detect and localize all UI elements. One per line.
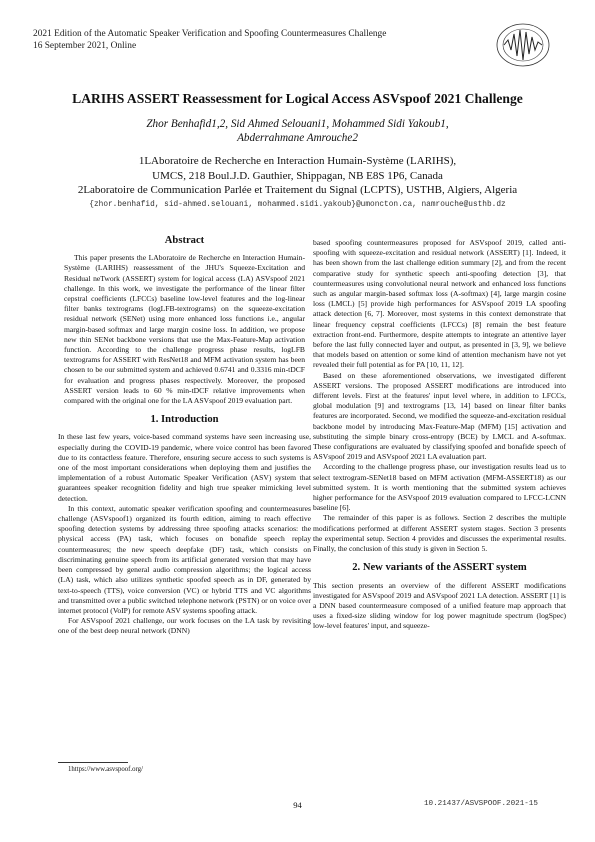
doi[interactable]: 10.21437/ASVSPOOF.2021-15 xyxy=(424,800,538,808)
section-2-paragraph-1: This section presents an overview of the different ASSERT modifications investigated for ASVspoof 2019 and ASVspoof 2021 LA detection. ASSERT [1] is a DNN based countermeasure composed of a unified feature map approach that uses a fixed-size sliding window for log power magnitude spectrum (logSpec) low-level features' input, and squeeze- xyxy=(313,580,566,631)
conference-name: 2021 Edition of the Automatic Speaker Verification and Spoofing Countermeasures Challenge xyxy=(33,29,387,39)
footnote xyxy=(58,762,311,773)
intro-paragraph-3: For ASVspoof 2021 challenge, our work focuses on the LA task by revisiting one of the best deep neural network (DNN) xyxy=(58,616,311,636)
intro-paragraph-1: In these last few years, voice-based command systems have seen increasing use, especially during the COVID-19 pandemic, where voice control has been favored due to its contactless feature. Therefore, ensuring secure access to such systems is one of the most important considerations when deploying them and justifies the implementation of a robust Automatic Speaker Verification (ASV) system that guarantees speaker recognition fidelity and high true speaker mimicking level detection. xyxy=(58,432,311,503)
page-number: 94 xyxy=(293,800,302,810)
author-list xyxy=(0,117,595,145)
authors-line-1: Zhor Benhafid1,2, Sid Ahmed Selouani1, Mohammed Sidi Yakoub1, xyxy=(146,118,449,130)
affiliations xyxy=(0,154,595,198)
abstract-text: This paper presents the LAboratoire de Recherche en Interaction Humain-Système (LARIHS) reassessment of the JHU's Squeeze-Excitation and Residual neTwork (ASSERT) system for logical access (LA) ASVspoof 2021 challenge. In this work, we investigate the performance of the linear filter cepstral coefficients (LFCCs) baseline low-level features and the log-linear filter banks textrograms (logLFB-textrograms) on the squeeze-excitation residual network (SENet) using more enhanced loss functions i.e., angular margin-based softmax and large margin cosine loss. In addition, we propose new thin SENet backbone versions that use the Max-Feature-Map activation function. According to the challenge progress phase results, logLFB textrograms for ASSERT with ResNet18 and MFM activation system has been chosen to be our submitted system and achieved 0.6741 and 0.3316 min-tDCF for evaluation and progress phases respectively. Moreover, the proposed ASSERT version leads to 60 % min-tDCF relative improvements when compared with the original one for the LA ASVspoof 2019 evaluation part. xyxy=(64,253,305,406)
intro-paragraph-6: According to the challenge progress phase, our investigation results lead us to select textrogram-SENet18 based on MFM activation (MFM-ASSERT18) as our submitted system. It is worth mentioning that the submitted system achieves higher performance for the ASVspoof 2019 evaluation compared to LFCC-LCNN baseline [6]. xyxy=(313,462,566,513)
asvspoof-logo-icon xyxy=(494,20,552,70)
abstract-heading: Abstract xyxy=(164,235,205,246)
right-column xyxy=(313,238,566,632)
intro-paragraph-4: based spoofing countermeasures proposed for ASVspoof 2019, called anti-spoofing with squeeze-excitation and residual network (ASSERT) [1]. Indeed, it has been shown from the last challenge edition summary [2], and from the recent comparative study for synthetic speech anti-spoofing detection [3], that countermeasures using convolutional neural network and enhanced loss functions such as angular margin-based softmax loss (A-softmax) [4], large margin cosine loss (LMCL) [5] provide high performances for ASVspoof 2019 LA spoofing attack detection [6, 7]. Moreover, most systems in this context demonstrate that linear frequency cepstral coefficients (LFCCs) [8] remain the best feature extraction front-end. Furthermore, despite attempts to integrate an attentive layer before the last fully connected layer and output, as presented in [3, 9], we believe that models based on attention or some kind of attention mechanism have not yet revealed their full potential as for PA [10, 11, 12]. xyxy=(313,238,566,370)
intro-paragraph-5: Based on these aforementioned observations, we investigated different ASSERT versions. The proposed ASSERT modifications are introduced into different levels. First at the features' input level where, in addition to LFCCs, global modulation [9] and textrograms [13, 14] based on linear filter banks features are incorporated. Second, we modified the squeeze-and-excitation residual backbone model by introducing Max-Feature-Map (MFM) [15] activation and substituting the simple binary cross-entropy (BCE) by LMCL and A-softmax. These configurations are evaluated by classifying spoofed and bonafide speech of ASVspoof 2019 and ASVspoof 2021 LA evaluation part. xyxy=(313,370,566,462)
author-emails: {zhor.benhafid, sid-ahmed.selouani, mohammed.sidi.yakoub}@umoncton.ca, namrouche@usthb.dz xyxy=(89,201,506,209)
affiliation-1-line-2: UMCS, 218 Boul.J.D. Gauthier, Shippagan, NB E8S 1P6, Canada xyxy=(152,169,443,182)
intro-paragraph-2: In this context, automatic speaker verification spoofing and countermeasures challenge (ASVspoof1) organized its fourth edition, aiming to reach effective spoofing detection systems by addressing three spoofing attacks scenarios: the physical access (PA) task, which focuses on bonafide speech replay countermeasures; the new speech deepfake (DF) task, which consists on discriminating genuine speech from its artificial generated version that may have been compressed by general audio compression algorithms; the logical access (LA) task, which also utilizes synthetic spoofed speech as in DF, generated by text-to-speech (TTS), voice conversion (VC) or hybrid TTS and VC algorithms and transmitted over a public switched telephone network (PSTN) or on voice over internet protocol (VoIP) for remote ASV systems spoofing attack. xyxy=(58,503,311,615)
footnote-rule xyxy=(58,762,128,763)
footnote-link[interactable]: 1https://www.asvspoof.org/ xyxy=(68,766,143,773)
abstract-body xyxy=(58,253,311,406)
authors-line-2: Abderrahmane Amrouche2 xyxy=(237,132,358,144)
introduction-heading: 1. Introduction xyxy=(150,414,219,426)
conference-header xyxy=(33,29,386,52)
affiliation-2: 2Laboratoire de Communication Parlée et Traitement du Signal (LCPTS), USTHB, Algiers, Algeria xyxy=(77,184,518,196)
conference-date: 16 September 2021, Online xyxy=(33,40,137,51)
intro-paragraph-7: The remainder of this paper is as follows. Section 2 describes the multiple modifications performed at different ASSERT system stages. Section 3 presents the experimental setup. Section 4 provides and discusses the experimental results. Finally, the conclusion of this study is given in Section 5. xyxy=(313,513,566,554)
paper-title: LARIHS ASSERT Reassessment for Logical Access ASVspoof 2021 Challenge xyxy=(72,91,523,106)
affiliation-1-line-1: 1LAboratoire de Recherche en Interaction Humain-Système (LARIHS), xyxy=(138,155,457,167)
left-column xyxy=(58,236,311,637)
section-2-heading: 2. New variants of the ASSERT system xyxy=(352,562,527,574)
